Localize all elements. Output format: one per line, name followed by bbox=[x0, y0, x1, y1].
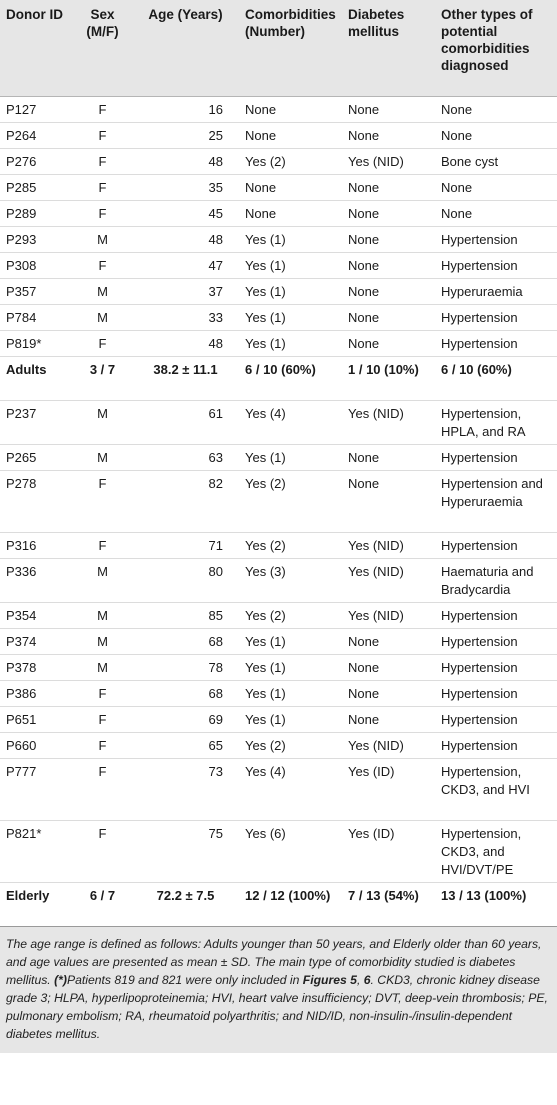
sex-cell: F bbox=[73, 470, 131, 532]
diabetes-cell: None bbox=[342, 96, 435, 122]
comorbidities-cell: Yes (2) bbox=[239, 148, 342, 174]
sex-cell: M bbox=[73, 400, 131, 444]
caption-part2: Patients 819 and 821 were only included in bbox=[66, 972, 303, 987]
table-row bbox=[0, 252, 557, 278]
table-body bbox=[0, 96, 557, 926]
sex-cell: M bbox=[73, 226, 131, 252]
sex-cell: M bbox=[73, 628, 131, 654]
diabetes-cell: 1 / 10 (10%) bbox=[342, 356, 435, 400]
table-row bbox=[0, 96, 557, 122]
table-row bbox=[0, 758, 557, 820]
table-row bbox=[0, 278, 557, 304]
age-cell: 82 bbox=[131, 470, 239, 532]
diabetes-cell: Yes (NID) bbox=[342, 148, 435, 174]
table-row bbox=[0, 174, 557, 200]
comorbidities-cell: Yes (1) bbox=[239, 680, 342, 706]
comorbidities-cell: 12 / 12 (100%) bbox=[239, 882, 342, 926]
sex-cell: F bbox=[73, 174, 131, 200]
sex-cell: M bbox=[73, 654, 131, 680]
donor-id-cell: P821* bbox=[0, 820, 73, 882]
age-cell: 61 bbox=[131, 400, 239, 444]
diabetes-cell: None bbox=[342, 200, 435, 226]
sex-cell: F bbox=[73, 122, 131, 148]
sex-cell: F bbox=[73, 148, 131, 174]
age-cell: 69 bbox=[131, 706, 239, 732]
age-cell: 25 bbox=[131, 122, 239, 148]
diabetes-cell: None bbox=[342, 706, 435, 732]
age-cell: 71 bbox=[131, 532, 239, 558]
age-cell: 48 bbox=[131, 330, 239, 356]
diabetes-cell: Yes (NID) bbox=[342, 532, 435, 558]
diabetes-cell: Yes (ID) bbox=[342, 758, 435, 820]
comorbidities-cell: Yes (2) bbox=[239, 732, 342, 758]
table-row bbox=[0, 226, 557, 252]
table-row bbox=[0, 680, 557, 706]
age-cell: 63 bbox=[131, 444, 239, 470]
other-comorbidities-cell: Hypertension bbox=[435, 226, 557, 252]
age-cell: 73 bbox=[131, 758, 239, 820]
comorbidities-cell: Yes (1) bbox=[239, 330, 342, 356]
header-diabetes: Diabetes mellitus bbox=[342, 0, 435, 96]
table-row bbox=[0, 330, 557, 356]
diabetes-cell: Yes (NID) bbox=[342, 602, 435, 628]
donor-id-cell: P264 bbox=[0, 122, 73, 148]
donor-id-cell: Elderly bbox=[0, 882, 73, 926]
age-cell: 68 bbox=[131, 680, 239, 706]
age-cell: 65 bbox=[131, 732, 239, 758]
age-cell: 48 bbox=[131, 226, 239, 252]
diabetes-cell: None bbox=[342, 122, 435, 148]
table-row bbox=[0, 602, 557, 628]
other-comorbidities-cell: Hypertension bbox=[435, 252, 557, 278]
table-row bbox=[0, 558, 557, 602]
other-comorbidities-cell: 6 / 10 (60%) bbox=[435, 356, 557, 400]
comorbidities-cell: Yes (3) bbox=[239, 558, 342, 602]
header-other-comorbidities: Other types of potential comorbidities diagnosed bbox=[435, 0, 557, 96]
donor-id-cell: P127 bbox=[0, 96, 73, 122]
sex-cell: F bbox=[73, 820, 131, 882]
sex-cell: F bbox=[73, 532, 131, 558]
age-cell: 47 bbox=[131, 252, 239, 278]
diabetes-cell: None bbox=[342, 278, 435, 304]
table-row bbox=[0, 654, 557, 680]
other-comorbidities-cell: Hypertension, CKD3, and HVI bbox=[435, 758, 557, 820]
comorbidities-cell: Yes (2) bbox=[239, 470, 342, 532]
donor-id-cell: P374 bbox=[0, 628, 73, 654]
diabetes-cell: None bbox=[342, 252, 435, 278]
table-row bbox=[0, 444, 557, 470]
donor-id-cell: P278 bbox=[0, 470, 73, 532]
diabetes-cell: Yes (NID) bbox=[342, 400, 435, 444]
table-row bbox=[0, 706, 557, 732]
table-row bbox=[0, 200, 557, 226]
sex-cell: M bbox=[73, 278, 131, 304]
comorbidities-cell: Yes (1) bbox=[239, 444, 342, 470]
donor-id-cell: P819* bbox=[0, 330, 73, 356]
other-comorbidities-cell: Hypertension bbox=[435, 444, 557, 470]
donor-id-cell: P237 bbox=[0, 400, 73, 444]
comorbidities-cell: Yes (4) bbox=[239, 758, 342, 820]
other-comorbidities-cell: Hypertension bbox=[435, 602, 557, 628]
age-cell: 72.2 ± 7.5 bbox=[131, 882, 239, 926]
age-cell: 78 bbox=[131, 654, 239, 680]
diabetes-cell: None bbox=[342, 226, 435, 252]
diabetes-cell: None bbox=[342, 654, 435, 680]
summary-row bbox=[0, 882, 557, 926]
diabetes-cell: Yes (NID) bbox=[342, 732, 435, 758]
table-caption bbox=[0, 927, 557, 1053]
table-row bbox=[0, 732, 557, 758]
donor-id-cell: P660 bbox=[0, 732, 73, 758]
comorbidities-cell: Yes (1) bbox=[239, 304, 342, 330]
table-row bbox=[0, 532, 557, 558]
diabetes-cell: Yes (NID) bbox=[342, 558, 435, 602]
donor-id-cell: P378 bbox=[0, 654, 73, 680]
sex-cell: F bbox=[73, 706, 131, 732]
other-comorbidities-cell: Haematuria and Bradycardia bbox=[435, 558, 557, 602]
caption-asterisk: (*) bbox=[54, 972, 67, 987]
comorbidities-cell: Yes (4) bbox=[239, 400, 342, 444]
caption-part3: . CKD3, chronic kidney disease grade 3; HLPA, hyperlipoproteinemia; HVI, heart valve insufficiency; DVT, deep-vein thrombosis; PE, pulmonary embolism; RA, rheumatoid polyarthritis; and NID/ID, non-insulin-/insulin-dependent diabetes mellitus. bbox=[6, 972, 548, 1041]
comorbidities-cell: 6 / 10 (60%) bbox=[239, 356, 342, 400]
other-comorbidities-cell: Hypertension bbox=[435, 304, 557, 330]
summary-row bbox=[0, 356, 557, 400]
header-donor-id: Donor ID bbox=[0, 0, 73, 96]
age-cell: 75 bbox=[131, 820, 239, 882]
other-comorbidities-cell: 13 / 13 (100%) bbox=[435, 882, 557, 926]
comorbidities-cell: None bbox=[239, 122, 342, 148]
table-row bbox=[0, 820, 557, 882]
donor-id-cell: P777 bbox=[0, 758, 73, 820]
diabetes-cell: None bbox=[342, 444, 435, 470]
other-comorbidities-cell: None bbox=[435, 200, 557, 226]
diabetes-cell: None bbox=[342, 174, 435, 200]
other-comorbidities-cell: Hypertension, HPLA, and RA bbox=[435, 400, 557, 444]
sex-cell: F bbox=[73, 330, 131, 356]
donor-id-cell: P293 bbox=[0, 226, 73, 252]
caption-part1: The age range is defined as follows: Adults younger than 50 years, and Elderly older than 60 years, and age values are presented as mean ± SD. The main type of comorbidity studied is diabetes mellitus. bbox=[6, 936, 542, 987]
other-comorbidities-cell: Hypertension bbox=[435, 654, 557, 680]
other-comorbidities-cell: None bbox=[435, 122, 557, 148]
other-comorbidities-cell: Bone cyst bbox=[435, 148, 557, 174]
other-comorbidities-cell: Hypertension bbox=[435, 732, 557, 758]
comorbidities-cell: Yes (1) bbox=[239, 278, 342, 304]
sex-cell: M bbox=[73, 602, 131, 628]
age-cell: 85 bbox=[131, 602, 239, 628]
header-sex: Sex (M/F) bbox=[73, 0, 131, 96]
table-row bbox=[0, 304, 557, 330]
other-comorbidities-cell: Hypertension bbox=[435, 532, 557, 558]
other-comorbidities-cell: None bbox=[435, 174, 557, 200]
diabetes-cell: Yes (ID) bbox=[342, 820, 435, 882]
other-comorbidities-cell: Hypertension bbox=[435, 706, 557, 732]
table-row bbox=[0, 122, 557, 148]
caption-sep: , bbox=[356, 972, 364, 987]
donor-id-cell: P784 bbox=[0, 304, 73, 330]
age-cell: 45 bbox=[131, 200, 239, 226]
diabetes-cell: None bbox=[342, 330, 435, 356]
comorbidities-cell: Yes (6) bbox=[239, 820, 342, 882]
sex-cell: F bbox=[73, 758, 131, 820]
donor-id-cell: P265 bbox=[0, 444, 73, 470]
table-row bbox=[0, 400, 557, 444]
comorbidities-cell: Yes (1) bbox=[239, 628, 342, 654]
age-cell: 80 bbox=[131, 558, 239, 602]
comorbidities-cell: Yes (1) bbox=[239, 226, 342, 252]
other-comorbidities-cell: Hypertension and Hyperuraemia bbox=[435, 470, 557, 532]
other-comorbidities-cell: Hypertension bbox=[435, 330, 557, 356]
comorbidities-cell: Yes (1) bbox=[239, 654, 342, 680]
sex-cell: F bbox=[73, 732, 131, 758]
sex-cell: F bbox=[73, 680, 131, 706]
comorbidities-cell: None bbox=[239, 174, 342, 200]
caption-figure-ref-2: 6 bbox=[363, 972, 371, 987]
sex-cell: 6 / 7 bbox=[73, 882, 131, 926]
sex-cell: M bbox=[73, 304, 131, 330]
table-row bbox=[0, 148, 557, 174]
other-comorbidities-cell: Hypertension bbox=[435, 680, 557, 706]
diabetes-cell: None bbox=[342, 304, 435, 330]
other-comorbidities-cell: Hypertension, CKD3, and HVI/DVT/PE bbox=[435, 820, 557, 882]
donor-id-cell: P336 bbox=[0, 558, 73, 602]
age-cell: 33 bbox=[131, 304, 239, 330]
diabetes-cell: 7 / 13 (54%) bbox=[342, 882, 435, 926]
donor-id-cell: P285 bbox=[0, 174, 73, 200]
comorbidities-cell: None bbox=[239, 96, 342, 122]
sex-cell: M bbox=[73, 444, 131, 470]
header-age: Age (Years) bbox=[131, 0, 239, 96]
sex-cell: F bbox=[73, 252, 131, 278]
donor-id-cell: Adults bbox=[0, 356, 73, 400]
comorbidities-cell: None bbox=[239, 200, 342, 226]
header-row bbox=[0, 0, 557, 96]
donor-id-cell: P316 bbox=[0, 532, 73, 558]
diabetes-cell: None bbox=[342, 628, 435, 654]
donor-id-cell: P354 bbox=[0, 602, 73, 628]
comorbidities-cell: Yes (1) bbox=[239, 252, 342, 278]
age-cell: 35 bbox=[131, 174, 239, 200]
other-comorbidities-cell: Hypertension bbox=[435, 628, 557, 654]
comorbidities-cell: Yes (1) bbox=[239, 706, 342, 732]
header-comorbidities: Comorbidities (Number) bbox=[239, 0, 342, 96]
sex-cell: F bbox=[73, 200, 131, 226]
age-cell: 38.2 ± 11.1 bbox=[131, 356, 239, 400]
donor-id-cell: P357 bbox=[0, 278, 73, 304]
sex-cell: 3 / 7 bbox=[73, 356, 131, 400]
donor-id-cell: P651 bbox=[0, 706, 73, 732]
table-row bbox=[0, 470, 557, 532]
diabetes-cell: None bbox=[342, 680, 435, 706]
sex-cell: F bbox=[73, 96, 131, 122]
caption-figure-ref: Figures 5 bbox=[302, 972, 357, 987]
donor-id-cell: P276 bbox=[0, 148, 73, 174]
donor-id-cell: P289 bbox=[0, 200, 73, 226]
age-cell: 68 bbox=[131, 628, 239, 654]
age-cell: 37 bbox=[131, 278, 239, 304]
table-row bbox=[0, 628, 557, 654]
comorbidities-cell: Yes (2) bbox=[239, 602, 342, 628]
donor-id-cell: P386 bbox=[0, 680, 73, 706]
age-cell: 48 bbox=[131, 148, 239, 174]
age-cell: 16 bbox=[131, 96, 239, 122]
other-comorbidities-cell: Hyperuraemia bbox=[435, 278, 557, 304]
comorbidities-cell: Yes (2) bbox=[239, 532, 342, 558]
diabetes-cell: None bbox=[342, 470, 435, 532]
other-comorbidities-cell: None bbox=[435, 96, 557, 122]
sex-cell: M bbox=[73, 558, 131, 602]
donor-id-cell: P308 bbox=[0, 252, 73, 278]
